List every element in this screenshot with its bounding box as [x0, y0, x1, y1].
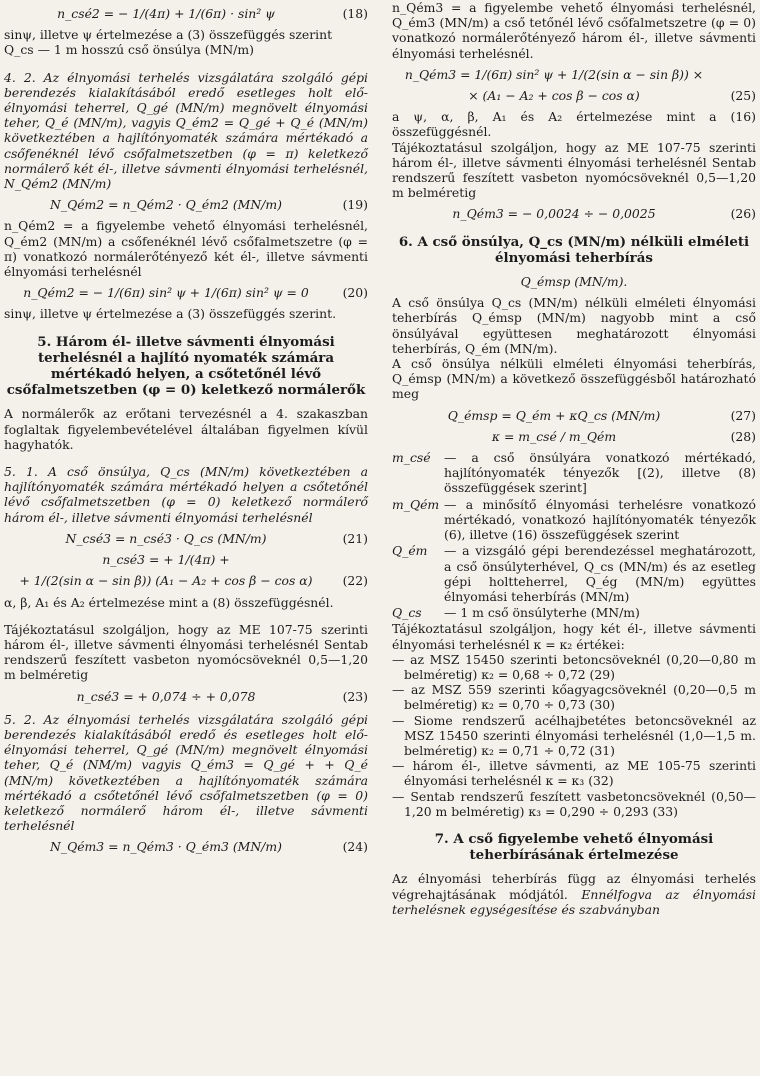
- equation-number: (26): [730, 206, 756, 222]
- paragraph: A cső önsúlya Q_cs (MN/m) nélküli elméleti élnyomási teherbírás Q_émsp (MN/m) nagyobb mint a cső önsúlyával együttesen meghatározott élnyomási teherbírás, Q_ém (MN/m).: [392, 295, 756, 356]
- list-item: — Sentab rendszerű feszített vasbetoncsöveknél (0,50—1,20 m belméretig) κ₃ = 0,290 ÷ 0,293 (33): [392, 788, 756, 819]
- equation-number: (20): [342, 285, 368, 301]
- equation-28: [392, 429, 756, 444]
- list-item: — Siome rendszerű acélhajbetétes betoncsöveknél az MSZ 15450 szerinti élnyomási terhelésnél (1,0—1,5 m. belméretig) κ₂ = 0,71 ÷ 0,72 (31): [392, 712, 756, 758]
- equation-expr: n_Qém3 = − 0,0024 ÷ − 0,0025: [452, 206, 656, 222]
- equation-expr: n_csé3 = + 0,074 ÷ + 0,078: [76, 688, 256, 704]
- paragraph: A normálerők az erőtani tervezésnél a 4. szakaszban foglaltak figyelembevételével általában figyelmen kívül hagyhatók.: [4, 406, 368, 452]
- paragraph: sinψ, illetve ψ értelmezése a (3) összefüggés szerint.: [4, 306, 337, 322]
- right-column: [392, 0, 756, 917]
- paragraph-start: Az élnyomási teherbírás függ az élnyomási terhelés végrehajtásának módjától.: [392, 871, 756, 902]
- section-5-1-paragraph: 5. 1. A cső önsúlya, Q_cs (MN/m) következtében a hajlítónyomaték számára mértékadó helyen a csőtetőnél lévő csőfalmetszetben (φ = 0) keletkező normálerő három él-, illetve sávmenti élnyomási terhelésnél: [4, 464, 368, 525]
- definition-row: [392, 497, 756, 543]
- paragraph-italic-continuation: Ennélfogva az élnyomási terhelésnek egységesítése és szabványban: [392, 886, 756, 917]
- equation-21: [4, 531, 368, 546]
- section-5-heading: 5. Három él- illetve sávmenti élnyomási terhelésnél a hajlító nyomaték számára mértékadó helyen, a csőtetőnél lévő csőfalmetszetben (φ = 0) keletkező normálerők: [6, 333, 366, 399]
- definition-text: — a minősítő élnyomási terhelésre vonatkozó mértékadó, vonatkozó hajlítónyomaték tényezők (6), illetve (16) összefüggések szerint: [444, 496, 756, 543]
- equation-expr: + 1/(2(sin α − sin β)) (A₁ − A₂ + cos β − cos α): [19, 573, 313, 589]
- list-item: — az MSZ 559 szerinti kőagyagcsöveknél (0,20—0,5 m belméretig) κ₂ = 0,70 ÷ 0,73 (30): [392, 682, 756, 713]
- definition-row: [392, 450, 756, 496]
- definition-symbol: Q_cs: [392, 605, 422, 621]
- equation-number: (23): [342, 688, 368, 704]
- equation-number: (21): [342, 530, 368, 546]
- equation-22-line2: [4, 573, 368, 588]
- equation-expr: Q_émsp = Q_ém + κQ_cs (MN/m): [447, 407, 661, 423]
- equation-number: (27): [730, 407, 756, 423]
- paragraph: Tájékoztatásul szolgáljon, hogy két él-, illetve sávmenti élnyomási terhelésnél κ = κ₂ értékei:: [392, 621, 756, 652]
- equation-number: (28): [730, 428, 756, 444]
- equation-number: (19): [342, 197, 368, 213]
- equation-expr: N_Qém3 = n_Qém3 · Q_ém3 (MN/m): [50, 839, 282, 855]
- section-5-2-paragraph: 5. 2. Az élnyomási terhelés vizsgálatára szolgáló gépi berendezés kialakításából eredő és esetleges holt elő-élnyomási teherrel, Q_gé (MN/m) megnövelt élnyomási teher, Q_é (NM/m) vagyis Q_ém3 = Q_gé + + Q_é (MN/m) következtében a hajlítónyomaték számára mértékadó a csőtetőnél lévő csőfalmetszetben (φ = 0) keletkező normálerő három él-, illetve sávmenti terhelésnél: [4, 711, 368, 834]
- equation-expr: κ = m_csé / m_Qém: [491, 428, 617, 444]
- equation-number: (25): [730, 88, 756, 104]
- definition-text: — a cső önsúlyára vonatkozó mértékadó, hajlítónyomaték tényezők [(2), illetve (8) összefüggések szerint]: [444, 450, 756, 496]
- definition-text: — 1 m cső önsúlyterhe (MN/m): [444, 605, 640, 621]
- definition-text: — a vizsgáló gépi berendezéssel meghatározott, a cső önsúlyterhével, Q_cs (MN/m) és az esetleg gépi holtteherrel, Q_ég (MN/m) együttes élnyomási teherbírás (MN/m): [444, 543, 756, 604]
- equation-25-line2: [392, 88, 756, 103]
- definition-row: [392, 605, 756, 620]
- equation-expr: × (A₁ − A₂ + cos β − cos α): [468, 88, 640, 104]
- equation-24: [4, 839, 368, 854]
- section-7-heading: 7. A cső figyelembe vehető élnyomási teherbírásának értelmezése: [434, 830, 714, 864]
- equation-number: (24): [342, 839, 368, 855]
- equation-27: [392, 408, 756, 423]
- paragraph: n_Qém3 = a figyelembe vehető élnyomási terhelésnél, Q_ém3 (MN/m) a cső tetőnél lévő csőfalmetszetre (φ = 0) vonatkozó normálerőtényező három él-, illetve sávmenti élnyomási terhelésnél.: [392, 0, 756, 61]
- list-item: — az MSZ 15450 szerinti betoncsöveknél (0,20—0,80 m belméretig) κ₂ = 0,68 ÷ 0,72 (29): [392, 651, 756, 682]
- paragraph: n_Qém2 = a figyelembe vehető élnyomási terhelésnél, Q_ém2 (MN/m) a csőfenéknél lévő csőfalmetszetre (φ = π) vonatkozó normálerőtényező két él-, illetve sávmenti élnyomási terhelésnél: [4, 218, 368, 280]
- equation-expr: N_Qém2 = n_Qém2 · Q_ém2 (MN/m): [50, 197, 282, 213]
- equation-expr: n_Qém3 = 1/(6π) sin² ψ + 1/(2(sin α − sin β)) ×: [404, 66, 704, 82]
- definition-symbol: Q_ém: [392, 543, 428, 559]
- section-6-subheading: [392, 274, 756, 289]
- paragraph: A cső önsúlya nélküli elméleti élnyomási teherbírás, Q_émsp (MN/m) a következő összefüggésből határozható meg: [392, 356, 756, 402]
- equation-expr: N_csé3 = n_csé3 · Q_cs (MN/m): [65, 530, 267, 546]
- equation-23: [4, 689, 368, 704]
- kappa-value-list: [392, 652, 756, 819]
- equation-number: (22): [342, 573, 368, 589]
- section-6-heading: 6. A cső önsúlya, Q_cs (MN/m) nélküli elméleti élnyomási teherbírás: [398, 233, 750, 266]
- definition-row: [392, 543, 756, 604]
- paragraph: Tájékoztatásul szolgáljon, hogy az ME 107-75 szerinti három él-, illetve sávmenti élnyomási terhelésnél Sentab rendszerű feszített vasbeton nyomócsöveknél 0,5—1,20 m belméretig: [392, 139, 756, 201]
- equation-25-line1: [392, 67, 756, 82]
- equation-expr: n_Qém2 = − 1/(6π) sin² ψ + 1/(6π) sin² ψ = 0: [23, 285, 309, 301]
- list-item: — három él-, illetve sávmenti, az ME 105-75 szerinti élnyomási terhelésnél κ = κ₃ (32): [392, 758, 756, 789]
- definition-symbol: m_Qém: [392, 496, 440, 512]
- symbol-definitions: [392, 450, 756, 620]
- paragraph: a ψ, α, β, A₁ és A₂ értelmezése mint a (16) összefüggésnél.: [392, 109, 756, 140]
- paragraph: Tájékoztatásul szolgáljon, hogy az ME 107-75 szerinti három él-, illetve sávmenti élnyomási terhelésnél Sentab rendszerű feszített vasbeton nyomócsöveknél 0,5—1,20 m belméretig: [4, 621, 368, 683]
- subheading-expr: Q_émsp (MN/m).: [520, 274, 628, 290]
- equation-20: [4, 285, 368, 300]
- equation-26: [392, 206, 756, 221]
- equation-19: [4, 197, 368, 212]
- paragraph: α, β, A₁ és A₂ értelmezése mint a (8) összefüggésnél.: [4, 594, 334, 610]
- equation-expr: n_csé2 = − 1/(4π) + 1/(6π) · sin² ψ: [57, 6, 275, 21]
- equation-number: (18): [342, 6, 368, 21]
- paragraph: [392, 871, 756, 917]
- paragraph: Q_cs — 1 m hosszú cső önsúlya (MN/m): [4, 42, 254, 58]
- definition-symbol: m_csé: [392, 450, 431, 466]
- equation-18: [4, 6, 368, 21]
- equation-22-line1: [4, 552, 368, 567]
- section-4-2-paragraph: 4. 2. Az élnyomási terhelés vizsgálatára szolgáló gépi berendezés kialakításából eredő esetleges holt elő-élnyomási teherrel, Q_gé (MN/m) megnövelt élnyomási teher, Q_é (MN/m), vagyis Q_ém2 = Q_gé + Q_é (MN/m) következtében a hajlítónyomaték számára mértékadó a csőfenéknél lévő csőfalmetszetben (φ = π) keletkező normálerő két él-, illetve sávmenti élnyomási terhelésnél, N_Qém2 (MN/m): [4, 69, 368, 192]
- left-column: [4, 0, 368, 861]
- paragraph: sinψ, illetve ψ értelmezése a (3) összefüggés szerint: [4, 27, 333, 43]
- equation-expr: n_csé3 = + 1/(4π) +: [102, 552, 230, 568]
